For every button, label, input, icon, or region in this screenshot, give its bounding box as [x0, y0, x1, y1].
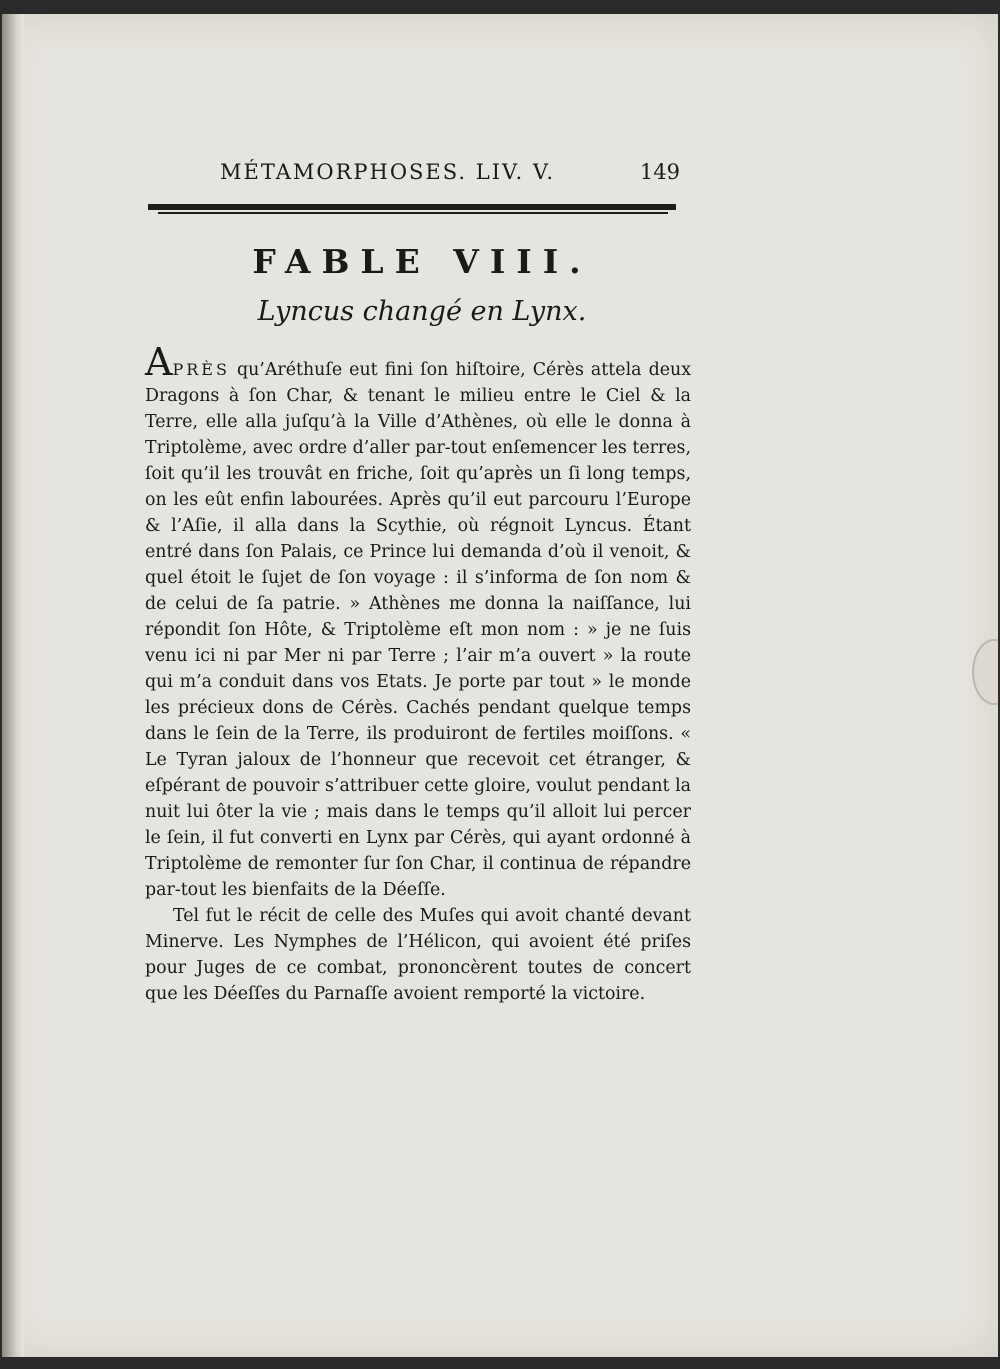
- paragraph-1: [145, 340, 691, 903]
- page-tab: [972, 639, 998, 705]
- lead-word: PRÈS: [172, 360, 230, 379]
- running-head: [220, 160, 680, 190]
- book-page: [2, 14, 998, 1357]
- binding-gutter: [2, 14, 24, 1357]
- body-text: [145, 340, 691, 1007]
- paragraph-2-text: Tel fut le récit de celle des Muſes qui avoit chanté devant Minerve. Les Nymphes de l’Hélicon, qui avoient été priſes pour Juges de ce combat, prononcèrent toutes de concert que les Déeſſes du Parnaſſe avoient remporté la victoire.: [145, 906, 691, 1004]
- page-number: 149: [639, 160, 680, 184]
- fable-subtitle: Lyncus changé en Lynx.: [257, 296, 587, 327]
- running-head-title: MÉTAMORPHOSES. LIV. V.: [220, 160, 556, 184]
- drop-cap: A: [145, 340, 173, 384]
- header-rule-thick: [148, 204, 676, 210]
- paragraph-1-text: qu’Aréthuſe eut fini ſon hiſtoire, Cérès attela deux Dragons à ſon Char, & tenant le milieu entre le Ciel & la Terre, elle alla juſqu’à la Ville d’Athènes, où elle le donna à Triptolème, avec ordre d’aller par-tout enſemencer les terres, ſoit qu’il les trouvât en friche, ſoit qu’après un ſi long temps, on les eût enfin labourées. Après qu’il eut parcouru l’Europe & l’Aſie, il alla dans la Scythie, où régnoit Lyncus. Étant entré dans ſon Palais, ce Prince lui demanda d’où il venoit, & quel étoit le ſujet de ſon voyage : il s’informa de ſon nom & de celui de ſa patrie. » Athènes me donna la naiſſance, lui répondit ſon Hôte, & Triptolème eſt mon nom : » je ne ſuis venu ici ni par Mer ni par Terre ; l’air m’a ouvert » la route qui m’a conduit dans vos Etats. Je porte par tout » le monde les précieux dons de Cérès. Cachés pendant quelque temps dans le ſein de la Terre, ils produiront de fertiles moiſſons. « Le Tyran jaloux de l’honneur que recevoit cet étranger, & eſpérant de pouvoir s’attribuer cette gloire, voulut pendant la nuit lui ôter la vie ; mais dans le temps qu’il alloit lui percer le ſein, il fut converti en Lynx par Cérès, qui ayant ordonné à Triptolème de remonter ſur ſon Char, il continua de répandre par-tout les bienfaits de la Déeſſe.: [145, 360, 691, 900]
- header-rule-thin: [158, 212, 668, 214]
- header-rule: [148, 202, 676, 214]
- fable-title: FABLE VIII.: [252, 242, 592, 281]
- paragraph-2: [145, 903, 691, 1007]
